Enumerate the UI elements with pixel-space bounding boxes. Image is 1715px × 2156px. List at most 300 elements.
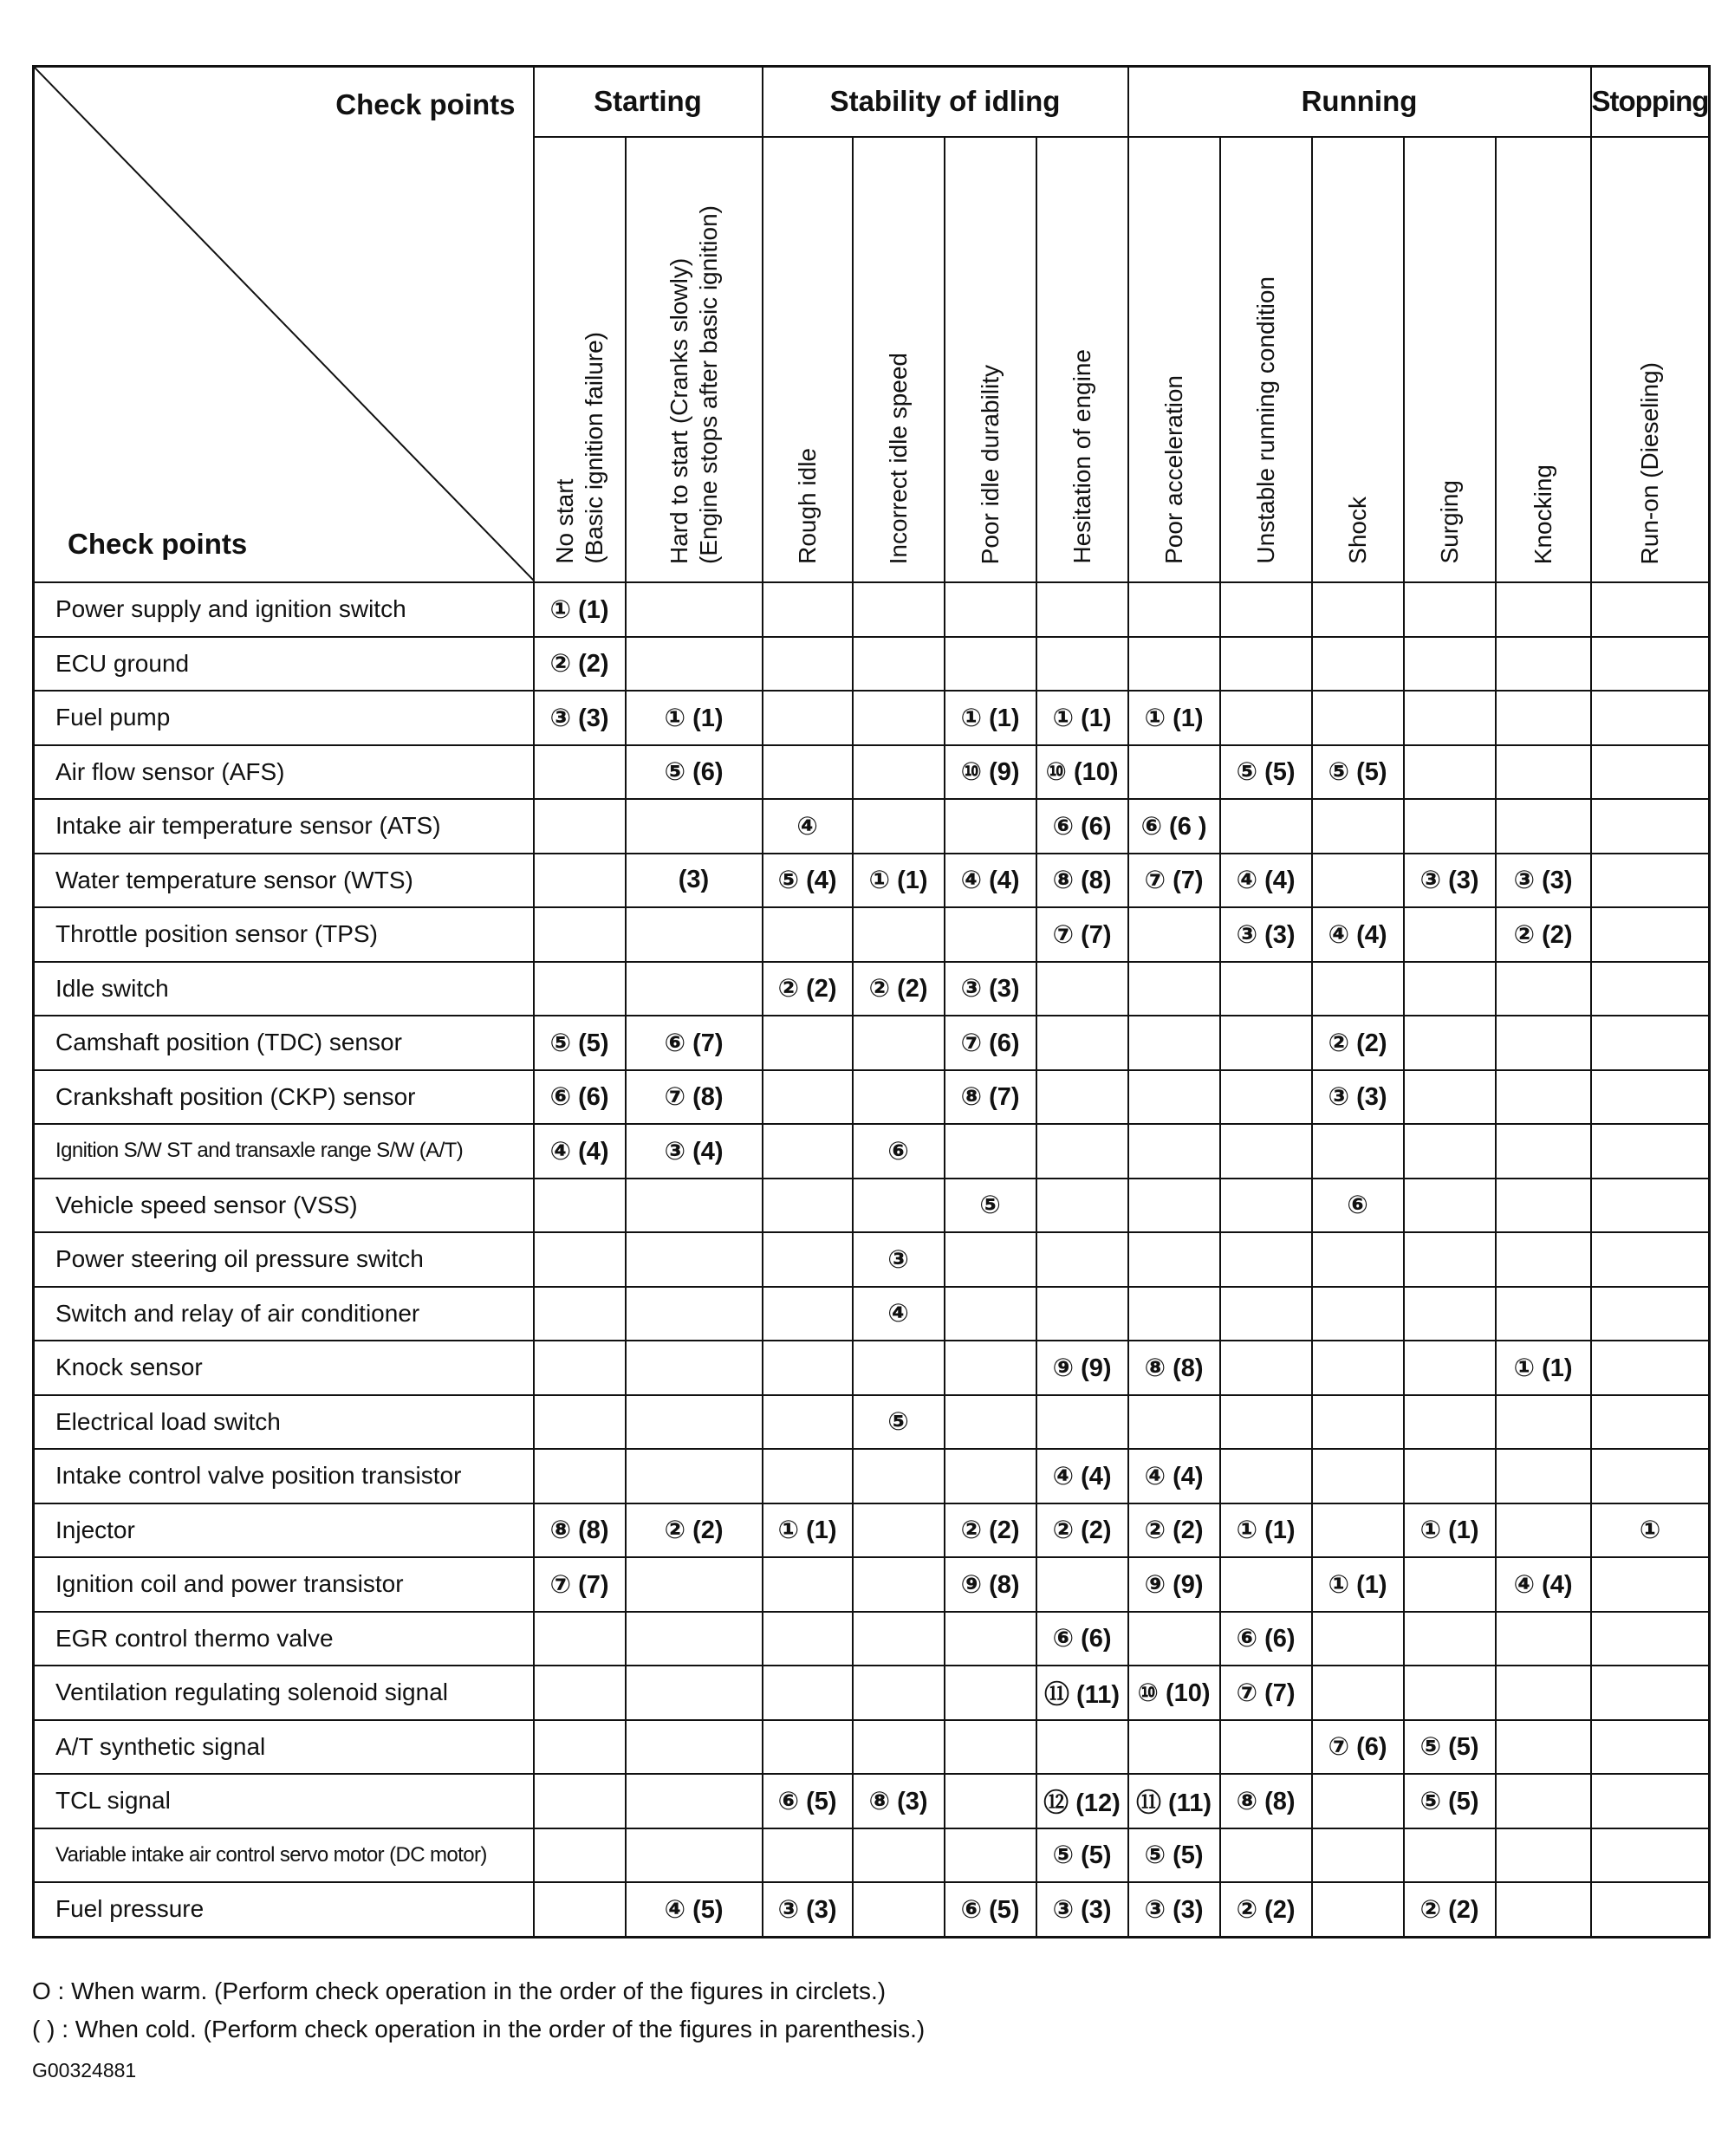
check-order-cell (1312, 1449, 1404, 1503)
check-order-cell (1036, 1070, 1128, 1125)
check-order-cell: ④ (4) (1128, 1449, 1220, 1503)
check-order-cell (1128, 637, 1220, 692)
check-order-cell (1312, 1503, 1404, 1558)
check-order-cell (1312, 799, 1404, 854)
symptom-header (1036, 137, 1128, 582)
check-order-cell (763, 1666, 853, 1720)
check-order-cell (626, 1287, 763, 1341)
check-order-cell (1220, 1016, 1312, 1070)
check-order-cell (626, 962, 763, 1016)
check-order-cell: ⑩ (10) (1128, 1666, 1220, 1720)
check-order-cell (626, 1666, 763, 1720)
symptom-line: (Engine stops after basic ignition) (694, 205, 722, 564)
check-order-cell (1591, 582, 1710, 637)
check-order-cell (1404, 637, 1496, 692)
check-order-cell: ① (1) (1404, 1503, 1496, 1558)
check-order-cell (1591, 1341, 1710, 1395)
check-order-cell: ⑦ (6) (945, 1016, 1036, 1070)
check-order-cell (1128, 1070, 1220, 1125)
check-order-cell (1312, 1666, 1404, 1720)
check-point-label: Air flow sensor (AFS) (34, 745, 534, 800)
check-point-label: Knock sensor (34, 1341, 534, 1395)
check-order-cell: ⑧ (8) (1128, 1341, 1220, 1395)
check-order-cell (1496, 1666, 1591, 1720)
check-order-cell (534, 1612, 626, 1666)
check-order-cell (1591, 1720, 1710, 1775)
check-order-cell (1128, 962, 1220, 1016)
check-order-cell (763, 637, 853, 692)
check-order-cell (945, 1828, 1036, 1883)
check-order-cell (763, 1612, 853, 1666)
check-order-cell: ④ (4) (1220, 854, 1312, 908)
check-order-cell: ④ (4) (1496, 1557, 1591, 1612)
check-order-cell: ⑥ (6 ) (1128, 799, 1220, 854)
symptom-header (534, 137, 626, 582)
symptom-label (1435, 480, 1465, 564)
check-order-cell: ④ (4) (1312, 907, 1404, 962)
check-order-cell: ② (2) (626, 1503, 763, 1558)
symptom-line: Shock (1343, 497, 1371, 564)
table-row (34, 1720, 1710, 1775)
check-order-cell: ② (2) (534, 637, 626, 692)
check-point-label: Throttle position sensor (TPS) (34, 907, 534, 962)
check-order-cell (534, 1395, 626, 1450)
check-order-cell (1496, 1882, 1591, 1937)
check-order-cell (1128, 1395, 1220, 1450)
check-order-cell (945, 799, 1036, 854)
check-order-cell (1496, 1016, 1591, 1070)
check-order-cell (1036, 1179, 1128, 1233)
check-order-cell (1128, 745, 1220, 800)
check-order-cell (1220, 582, 1312, 637)
check-order-cell (1404, 1179, 1496, 1233)
check-order-cell (1591, 854, 1710, 908)
check-order-cell (1128, 1232, 1220, 1287)
check-order-cell (1404, 1666, 1496, 1720)
symptom-line: Run-on (Dieseling) (1635, 361, 1663, 564)
table-row (34, 1179, 1710, 1233)
check-order-cell: ④ (4) (534, 1124, 626, 1179)
check-order-cell (1591, 1179, 1710, 1233)
check-order-cell: ⑤ (945, 1179, 1036, 1233)
check-order-cell (1220, 1449, 1312, 1503)
check-order-cell (1128, 1287, 1220, 1341)
check-order-cell (853, 799, 945, 854)
check-order-cell: ⑦ (7) (534, 1557, 626, 1612)
symptom-label (550, 332, 609, 564)
check-order-cell: ⑤ (5) (534, 1016, 626, 1070)
check-order-cell (1036, 1720, 1128, 1775)
check-order-cell (534, 962, 626, 1016)
check-order-cell (1312, 637, 1404, 692)
check-order-cell (763, 1016, 853, 1070)
check-order-cell (1036, 1016, 1128, 1070)
check-order-cell (1312, 962, 1404, 1016)
table-row (34, 962, 1710, 1016)
check-order-cell (534, 1666, 626, 1720)
check-order-cell: ⑤ (6) (626, 745, 763, 800)
check-order-cell (763, 1287, 853, 1341)
check-order-cell: ⑦ (7) (1036, 907, 1128, 962)
check-order-cell: ⑦ (8) (626, 1070, 763, 1125)
check-order-cell (1591, 1232, 1710, 1287)
check-order-cell: ① (1591, 1503, 1710, 1558)
check-order-cell (1036, 637, 1128, 692)
symptom-label (884, 353, 913, 564)
check-order-cell (626, 799, 763, 854)
note-cold: ( ) : When cold. (Perform check operation in the order of the figures in parenthesis.) (32, 2016, 926, 2042)
check-order-cell (1036, 1557, 1128, 1612)
symptom-header (626, 137, 763, 582)
check-order-cell: ④ (4) (945, 854, 1036, 908)
check-order-cell (853, 1557, 945, 1612)
check-order-cell (1312, 1287, 1404, 1341)
check-order-cell (534, 1828, 626, 1883)
check-order-cell: ⑥ (7) (626, 1016, 763, 1070)
check-order-cell (763, 582, 853, 637)
check-order-cell (626, 1720, 763, 1775)
check-order-cell (1036, 962, 1128, 1016)
check-order-cell (763, 1070, 853, 1125)
check-order-cell (1591, 745, 1710, 800)
check-order-cell: ③ (3) (1036, 1882, 1128, 1937)
check-points-header-left: Check points (68, 528, 248, 560)
check-order-cell (626, 1774, 763, 1828)
check-order-cell (1128, 907, 1220, 962)
check-order-cell (853, 1720, 945, 1775)
check-order-cell (763, 1557, 853, 1612)
check-order-cell (853, 1612, 945, 1666)
check-order-cell (945, 1232, 1036, 1287)
check-order-cell: ⑥ (853, 1124, 945, 1179)
check-order-cell (1404, 691, 1496, 745)
table-row (34, 745, 1710, 800)
check-order-cell: ② (2) (763, 962, 853, 1016)
check-order-cell: ① (1) (1128, 691, 1220, 745)
check-order-cell (1591, 1774, 1710, 1828)
check-order-cell (1496, 691, 1591, 745)
check-order-cell (1128, 1612, 1220, 1666)
check-order-cell: ⑤ (4) (763, 854, 853, 908)
check-order-cell (1496, 745, 1591, 800)
check-order-cell (1404, 1016, 1496, 1070)
check-order-cell: ⑩ (10) (1036, 745, 1128, 800)
check-order-cell (853, 1828, 945, 1883)
check-order-cell (534, 854, 626, 908)
check-order-cell (1220, 1070, 1312, 1125)
table-row (34, 1287, 1710, 1341)
check-order-cell (1496, 962, 1591, 1016)
check-order-cell: ① (1) (853, 854, 945, 908)
check-order-cell: ⑨ (9) (1128, 1557, 1220, 1612)
check-order-cell (945, 907, 1036, 962)
check-order-cell: ⑥ (1312, 1179, 1404, 1233)
check-order-cell (763, 1124, 853, 1179)
check-order-cell (945, 1720, 1036, 1775)
check-point-label: TCL signal (34, 1774, 534, 1828)
check-order-cell: ③ (3) (534, 691, 626, 745)
check-order-cell (853, 1666, 945, 1720)
check-order-cell (945, 637, 1036, 692)
check-order-cell: ⑨ (9) (1036, 1341, 1128, 1395)
symptom-label (665, 205, 724, 564)
symptom-line: Unstable running condition (1251, 276, 1279, 564)
check-order-cell (1128, 1016, 1220, 1070)
check-order-cell (1404, 1124, 1496, 1179)
check-order-cell (853, 1882, 945, 1937)
check-order-cell (1591, 1666, 1710, 1720)
check-order-cell: ③ (3) (1312, 1070, 1404, 1125)
table-row (34, 1612, 1710, 1666)
symptom-line: Hard to start (Cranks slowly) (665, 257, 692, 564)
check-order-cell (1036, 1287, 1128, 1341)
check-order-cell (853, 745, 945, 800)
symptom-label (1529, 464, 1558, 564)
diagonal-line (35, 68, 535, 581)
symptom-header (853, 137, 945, 582)
check-order-cell (945, 1287, 1036, 1341)
check-order-cell (1312, 1882, 1404, 1937)
check-point-label: EGR control thermo valve (34, 1612, 534, 1666)
check-order-cell (534, 1341, 626, 1395)
check-order-cell: ⑪ (11) (1036, 1666, 1128, 1720)
check-point-label: Injector (34, 1503, 534, 1558)
note-warm: O : When warm. (Perform check operation in the order of the figures in circlets.) (32, 1977, 887, 2004)
symptom-line: Poor acceleration (1160, 375, 1187, 564)
check-order-cell: ⑤ (853, 1395, 945, 1450)
check-order-cell: ⑫ (12) (1036, 1774, 1128, 1828)
table-row (34, 1341, 1710, 1395)
check-order-cell: ① (1) (945, 691, 1036, 745)
check-order-cell (1591, 799, 1710, 854)
check-order-cell (945, 1395, 1036, 1450)
check-order-cell (1591, 1395, 1710, 1450)
check-order-cell (534, 907, 626, 962)
check-order-cell (1312, 1341, 1404, 1395)
check-order-cell: ⑨ (8) (945, 1557, 1036, 1612)
check-point-label: ECU ground (34, 637, 534, 692)
check-order-cell: ② (2) (1220, 1882, 1312, 1937)
check-order-cell (1404, 1287, 1496, 1341)
check-order-cell: ⑥ (5) (763, 1774, 853, 1828)
check-order-cell (1496, 637, 1591, 692)
check-order-cell: ⑤ (5) (1312, 745, 1404, 800)
check-order-cell (1496, 1287, 1591, 1341)
check-order-cell: ③ (3) (945, 962, 1036, 1016)
check-order-cell (1496, 1503, 1591, 1558)
table-row (34, 691, 1710, 745)
check-order-cell: ③ (3) (1496, 854, 1591, 908)
check-point-label: Camshaft position (TDC) sensor (34, 1016, 534, 1070)
table-row (34, 1232, 1710, 1287)
check-order-cell (626, 907, 763, 962)
check-point-label: Ignition S/W ST and transaxle range S/W (A/T) (34, 1124, 534, 1179)
symptom-header (1591, 137, 1710, 582)
check-order-cell (1496, 582, 1591, 637)
check-order-cell (626, 1395, 763, 1450)
check-order-cell (1220, 1828, 1312, 1883)
check-point-label: Vehicle speed sensor (VSS) (34, 1179, 534, 1233)
check-point-label: Variable intake air control servo motor (DC motor) (34, 1828, 534, 1883)
check-order-cell: ② (2) (1128, 1503, 1220, 1558)
check-point-label: A/T synthetic signal (34, 1720, 534, 1775)
check-order-cell: ① (1) (534, 582, 626, 637)
check-order-cell (626, 1232, 763, 1287)
check-order-cell (763, 1341, 853, 1395)
check-order-cell (1220, 1124, 1312, 1179)
check-order-cell (1404, 907, 1496, 962)
check-order-cell (1496, 1720, 1591, 1775)
check-order-cell (853, 637, 945, 692)
table-row (34, 1666, 1710, 1720)
check-order-cell: ② (2) (853, 962, 945, 1016)
check-order-cell (1404, 582, 1496, 637)
table-row (34, 1557, 1710, 1612)
symptom-label (793, 448, 822, 564)
check-point-label: Fuel pump (34, 691, 534, 745)
check-order-cell (945, 1341, 1036, 1395)
check-order-cell (534, 1449, 626, 1503)
symptom-label (1160, 375, 1189, 564)
check-order-cell (534, 1882, 626, 1937)
check-order-cell (534, 1287, 626, 1341)
check-order-cell (1591, 962, 1710, 1016)
check-order-cell (1496, 1395, 1591, 1450)
check-order-cell (853, 1341, 945, 1395)
group-running: Running (1128, 67, 1591, 137)
check-order-cell: ① (1) (1312, 1557, 1404, 1612)
check-order-cell: ③ (3) (1128, 1882, 1220, 1937)
check-point-label: Ignition coil and power transistor (34, 1557, 534, 1612)
check-order-cell (1404, 1232, 1496, 1287)
check-order-cell: ④ (763, 799, 853, 854)
check-order-cell (1404, 1612, 1496, 1666)
symptom-header (1496, 137, 1591, 582)
symptom-header (1312, 137, 1404, 582)
check-point-label: Ventilation regulating solenoid signal (34, 1666, 534, 1720)
check-order-cell (1496, 1124, 1591, 1179)
check-order-cell (1220, 1720, 1312, 1775)
table-row (34, 1503, 1710, 1558)
check-order-cell: ⑤ (5) (1404, 1774, 1496, 1828)
check-order-cell (853, 1179, 945, 1233)
table-row (34, 637, 1710, 692)
check-order-cell: ② (2) (1404, 1882, 1496, 1937)
check-order-cell (1591, 1124, 1710, 1179)
check-order-cell: ③ (4) (626, 1124, 763, 1179)
check-order-cell (534, 1720, 626, 1775)
table-row (34, 907, 1710, 962)
check-order-cell (1404, 1070, 1496, 1125)
check-order-cell (1591, 1449, 1710, 1503)
check-order-cell: ⑧ (8) (534, 1503, 626, 1558)
check-order-cell (1591, 1287, 1710, 1341)
check-order-cell: ④ (4) (1036, 1449, 1128, 1503)
check-order-cell (626, 637, 763, 692)
check-point-label: Crankshaft position (CKP) sensor (34, 1070, 534, 1125)
check-order-cell (945, 1612, 1036, 1666)
symptom-label (1635, 362, 1665, 564)
check-order-cell (626, 1341, 763, 1395)
check-order-cell (1591, 1612, 1710, 1666)
check-order-cell: ⑧ (7) (945, 1070, 1036, 1125)
check-order-cell (1220, 691, 1312, 745)
symptom-line: Hesitation of engine (1068, 349, 1095, 564)
check-order-cell (763, 691, 853, 745)
check-order-cell: ⑥ (6) (534, 1070, 626, 1125)
symptom-label (1251, 276, 1281, 564)
check-order-cell: ② (2) (1496, 907, 1591, 962)
check-order-cell (534, 745, 626, 800)
check-order-cell (626, 1179, 763, 1233)
check-order-cell (853, 691, 945, 745)
check-order-cell (1036, 1124, 1128, 1179)
check-order-cell (1404, 745, 1496, 800)
check-order-cell (1220, 1557, 1312, 1612)
symptom-line: Incorrect idle speed (884, 352, 912, 564)
check-order-cell (1312, 1232, 1404, 1287)
symptom-line: (Basic ignition failure) (580, 332, 607, 564)
check-point-label: Power supply and ignition switch (34, 582, 534, 637)
check-point-label: Idle switch (34, 962, 534, 1016)
check-order-cell (1591, 1828, 1710, 1883)
diagnosis-chart (32, 65, 1711, 1938)
table-row (34, 1395, 1710, 1450)
check-order-cell (1220, 1179, 1312, 1233)
check-order-cell (1036, 1232, 1128, 1287)
check-order-cell: ⑩ (9) (945, 745, 1036, 800)
check-order-cell (1128, 582, 1220, 637)
check-order-cell: ⑥ (6) (1036, 799, 1128, 854)
check-order-cell (1036, 582, 1128, 637)
table-row (34, 1882, 1710, 1937)
check-order-cell (1220, 799, 1312, 854)
check-order-cell: ⑦ (7) (1220, 1666, 1312, 1720)
check-order-cell (945, 1449, 1036, 1503)
check-order-cell (626, 1828, 763, 1883)
symptom-line: Poor idle durability (976, 364, 1004, 564)
check-order-cell: ③ (3) (1404, 854, 1496, 908)
check-order-cell (1128, 1179, 1220, 1233)
check-order-cell: ⑥ (6) (1036, 1612, 1128, 1666)
table-row (34, 1774, 1710, 1828)
check-order-cell: ⑤ (5) (1128, 1828, 1220, 1883)
check-order-cell: (3) (626, 854, 763, 908)
group-stability-of-idling: Stability of idling (763, 67, 1128, 137)
check-order-cell (853, 1070, 945, 1125)
check-order-cell (1312, 854, 1404, 908)
check-order-cell (1591, 691, 1710, 745)
check-order-cell (763, 1395, 853, 1450)
check-order-cell (763, 1828, 853, 1883)
check-order-cell (626, 1612, 763, 1666)
check-order-cell (853, 907, 945, 962)
table-row (34, 799, 1710, 854)
check-point-label: Electrical load switch (34, 1395, 534, 1450)
check-order-cell: ② (2) (945, 1503, 1036, 1558)
check-point-label: Intake control valve position transistor (34, 1449, 534, 1503)
table-row (34, 1449, 1710, 1503)
check-order-cell (1591, 1016, 1710, 1070)
header-corner (34, 67, 534, 583)
check-order-cell (945, 1774, 1036, 1828)
legend-notes (32, 1972, 925, 2049)
check-point-label: Fuel pressure (34, 1882, 534, 1937)
check-order-cell: ③ (3) (763, 1882, 853, 1937)
check-points-header-top: Check points (335, 88, 516, 120)
symptom-header (945, 137, 1036, 582)
check-order-cell (945, 1666, 1036, 1720)
